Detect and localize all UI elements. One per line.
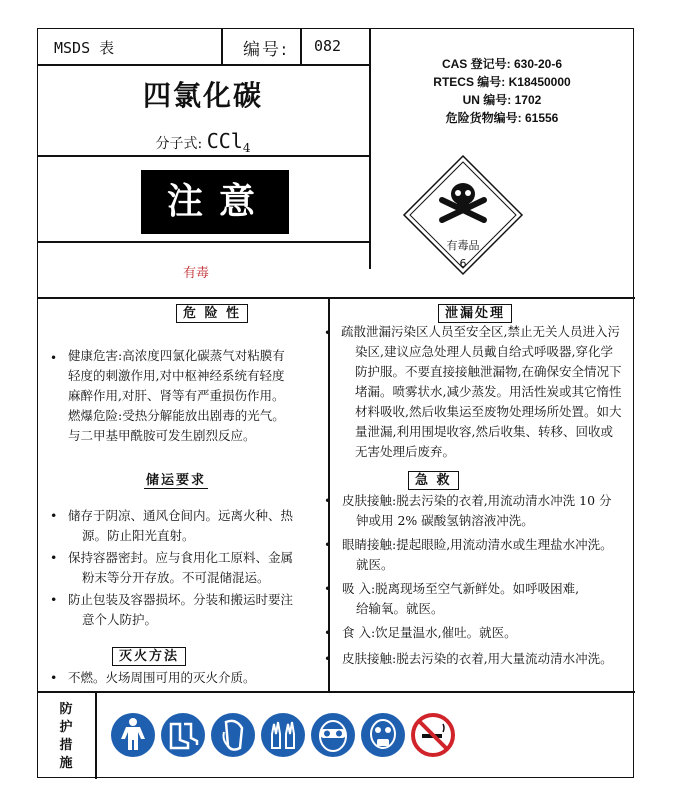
fire-title-wrap <box>112 645 186 664</box>
goggles-icon <box>310 712 356 758</box>
divider <box>38 241 369 243</box>
list-item <box>50 548 325 588</box>
no-smoking-icon <box>410 712 456 758</box>
identifier-list <box>371 55 633 127</box>
protection-label <box>56 701 76 773</box>
msds-label: MSDS 表 <box>54 39 115 57</box>
spill-line: 量泄漏,利用围堤收容,然后收集、转移、回收或 <box>355 424 613 439</box>
first-aid-line: 钟或用 2% 碳酸氢钠溶液冲洗。 <box>356 513 534 528</box>
rtecs-number: RTECS 编号: K18450000 <box>433 75 571 89</box>
storage-line: 意个人防护。 <box>82 612 158 627</box>
bullet: • <box>324 651 332 666</box>
list-item <box>324 535 634 575</box>
bullet: • <box>324 625 332 640</box>
list-item <box>50 668 325 688</box>
protection-label-char: 护 <box>59 720 73 735</box>
storage-title-wrap <box>144 469 208 488</box>
hazard-symbol-label: 有毒品 <box>446 239 480 252</box>
fire-line: 不燃。火场周围可用的灭火介质。 <box>68 670 256 685</box>
first-aid-title: 急 救 <box>408 471 459 490</box>
safety-boots-icon <box>160 712 206 758</box>
storage-title: 储运要求 <box>146 473 207 488</box>
storage-line: 源。防止阳光直射。 <box>82 528 195 543</box>
hazards-title-wrap <box>176 302 248 321</box>
msds-sheet <box>37 28 634 778</box>
fire-title: 灭火方法 <box>112 647 186 666</box>
gloves-icon <box>260 712 306 758</box>
hazards-line: 麻醉作用,对肝、肾等有严重损伤作用。 <box>68 388 285 403</box>
number-value: 082 <box>314 37 342 55</box>
list-item <box>50 590 325 630</box>
first-aid-title-wrap <box>408 469 459 488</box>
spill-title: 泄漏处理 <box>438 304 512 323</box>
bullet: • <box>50 351 58 365</box>
spill-title-wrap <box>438 302 512 321</box>
divider <box>221 29 223 65</box>
first-aid-line: 给输氧。就医。 <box>356 601 444 616</box>
respirator-icon <box>360 712 406 758</box>
protection-label-char: 施 <box>59 756 73 771</box>
divider <box>95 691 97 779</box>
spill-line: 堵漏。喷雾状水,减少蒸发。用活性炭或其它惰性 <box>355 384 622 399</box>
protection-label-char: 防 <box>59 702 73 717</box>
un-number: UN 编号: 1702 <box>462 93 542 107</box>
list-item <box>324 579 634 619</box>
protective-suit-icon <box>110 712 156 758</box>
spill-line: 染区,建议应急处理人员戴自给式呼吸器,穿化学 <box>355 344 613 359</box>
bullet: • <box>324 581 332 596</box>
hazards-line: 与二甲基甲酰胺可发生剧烈反应。 <box>68 428 256 443</box>
face-shield-icon <box>210 712 256 758</box>
molecular-formula <box>38 129 368 155</box>
hazard-class-number: 6 <box>459 257 467 270</box>
divider <box>38 155 369 157</box>
divider <box>38 64 369 66</box>
bullet: • <box>50 670 58 685</box>
formula-subscript: 4 <box>242 140 251 155</box>
formula-label: 分子式: <box>155 136 203 152</box>
divider <box>300 29 302 65</box>
storage-line: 防止包装及容器损坏。分装和搬运时要注 <box>68 592 294 607</box>
spill-text <box>341 322 631 462</box>
hazards-line: 健康危害:高浓度四氯化碳蒸气对粘膜有 <box>68 348 285 363</box>
protection-label-char: 措 <box>59 738 73 753</box>
spill-line: 疏散泄漏污染区人员至安全区,禁止无关人员进入污 <box>341 324 620 339</box>
hazards-line: 燃爆危险:受热分解能放出剧毒的光气。 <box>68 408 285 423</box>
list-item <box>324 491 634 531</box>
spill-line: 材料吸收,然后收集运至废物处理场所处置。如大 <box>355 404 622 419</box>
hazards-text <box>68 346 328 446</box>
fire-list <box>50 668 325 688</box>
bullet: • <box>324 537 332 552</box>
bullet: • <box>50 592 58 607</box>
cas-number: CAS 登记号: 630-20-6 <box>441 57 563 71</box>
spill-line: 无害处理后废弃。 <box>355 444 456 459</box>
first-aid-line: 食 入:饮足量温水,催吐。就医。 <box>342 625 517 640</box>
hazards-line: 轻度的刺激作用,对中枢神经系统有轻度 <box>68 368 285 383</box>
bullet: • <box>324 326 332 340</box>
dangerous-goods-number: 危险货物编号: 61556 <box>445 111 559 125</box>
caution-banner: 注意 <box>141 170 289 234</box>
storage-line: 储存于阴凉、通风仓间内。远离火种、热 <box>68 508 294 523</box>
first-aid-line: 吸 入:脱离现场至空气新鲜处。如呼吸困难, <box>342 581 580 596</box>
bullet: • <box>50 550 58 565</box>
first-aid-line: 皮肤接触:脱去污染的衣着,用大量流动清水冲洗。 <box>342 651 613 666</box>
bullet: • <box>324 493 332 508</box>
substance-name: 四氯化碳 <box>142 79 263 112</box>
list-item <box>324 623 634 643</box>
divider <box>38 691 635 693</box>
list-item <box>324 649 634 669</box>
formula-value: CCl <box>206 129 243 153</box>
storage-line: 粉末等分开存放。不可混储混运。 <box>82 570 270 585</box>
bullet: • <box>50 508 58 523</box>
first-aid-line: 皮肤接触:脱去污染的衣着,用流动清水冲洗 10 分 <box>342 493 612 508</box>
divider <box>38 297 635 299</box>
first-aid-line: 眼睛接触:提起眼睑,用流动清水或生理盐水冲洗。 <box>342 537 613 552</box>
first-aid-line: 就医。 <box>356 557 394 572</box>
first-aid-list <box>324 491 634 669</box>
spill-line: 防护服。不要直接接触泄漏物,在确保安全情况下 <box>355 364 622 379</box>
storage-line: 保持容器密封。应与食用化工原料、金属 <box>68 550 294 565</box>
hazards-title: 危 险 性 <box>176 304 248 323</box>
number-label: 编号: <box>243 40 289 60</box>
storage-list <box>50 506 325 630</box>
list-item <box>50 506 325 546</box>
hazard-text: 有毒 <box>183 266 210 281</box>
